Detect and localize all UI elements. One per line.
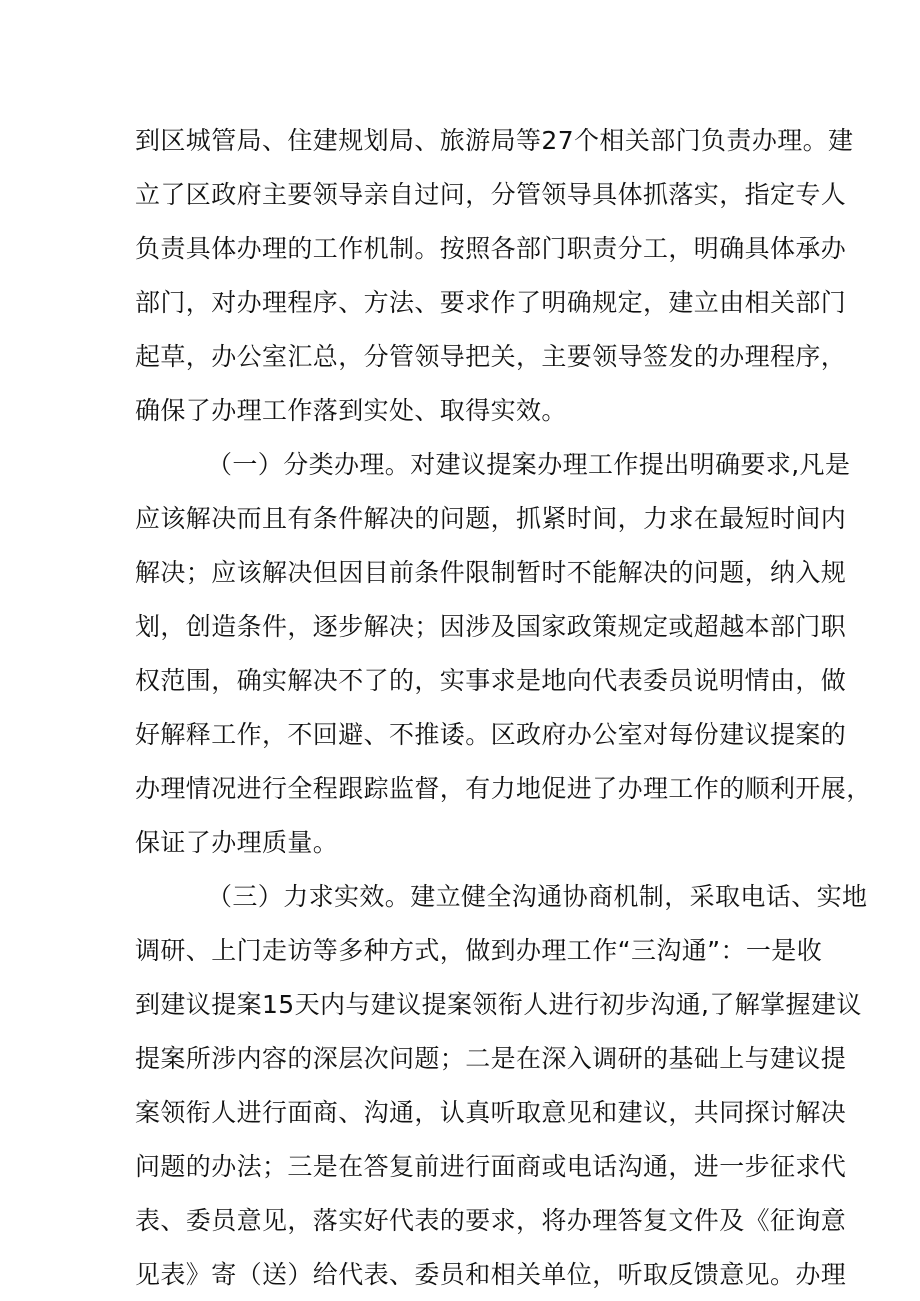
text-line: 部门，对办理程序、方法、要求作了明确规定，建立由相关部门 [135, 288, 847, 317]
text-line: 问题的办法；三是在答复前进行面商或电话沟通，进一步征求代 [135, 1152, 847, 1181]
text-line: （一）分类办理。对建议提案办理工作提出明确要求,凡是 [207, 450, 851, 479]
text-line: 划，创造条件，逐步解决；因涉及国家政策规定或超越本部门职 [135, 612, 847, 641]
text-line: 立了区政府主要领导亲自过问，分管领导具体抓落实，指定专人 [135, 180, 847, 209]
text-line: 表、委员意见，落实好代表的要求，将办理答复文件及《征询意 [135, 1206, 847, 1235]
text-line: 保证了办理质量。 [135, 828, 339, 857]
text-line: 案领衔人进行面商、沟通，认真听取意见和建议，共同探讨解决 [135, 1098, 847, 1127]
text-line: 到建议提案15天内与建议提案领衔人进行初步沟通,了解掌握建议 [135, 990, 862, 1019]
text-line: 负责具体办理的工作机制。按照各部门职责分工，明确具体承办 [135, 234, 847, 263]
text-line: 提案所涉内容的深层次问题；二是在深入调研的基础上与建议提 [135, 1044, 847, 1073]
text-line: （三）力求实效。建立健全沟通协商机制，采取电话、实地 [207, 882, 868, 911]
text-line: 起草，办公室汇总，分管领导把关，主要领导签发的办理程序， [135, 342, 847, 371]
text-line: 确保了办理工作落到实处、取得实效。 [135, 396, 567, 425]
text-line: 调研、上门走访等多种方式，做到办理工作“三沟通”：一是收 [135, 936, 823, 965]
text-line: 解决；应该解决但因目前条件限制暂时不能解决的问题，纳入规 [135, 558, 847, 587]
text-line: 权范围，确实解决不了的，实事求是地向代表委员说明情由，做 [135, 666, 847, 695]
text-line: 好解释工作，不回避、不推诿。区政府办公室对每份建议提案的 [135, 720, 847, 749]
text-line: 办理情况进行全程跟踪监督，有力地促进了办理工作的顺利开展， [135, 774, 872, 803]
text-line: 应该解决而且有条件解决的问题，抓紧时间，力求在最短时间内 [135, 504, 847, 533]
text-line: 到区城管局、住建规划局、旅游局等27个相关部门负责办理。建 [135, 126, 854, 155]
text-line: 见表》寄（送）给代表、委员和相关单位，听取反馈意见。办理 [135, 1260, 847, 1289]
